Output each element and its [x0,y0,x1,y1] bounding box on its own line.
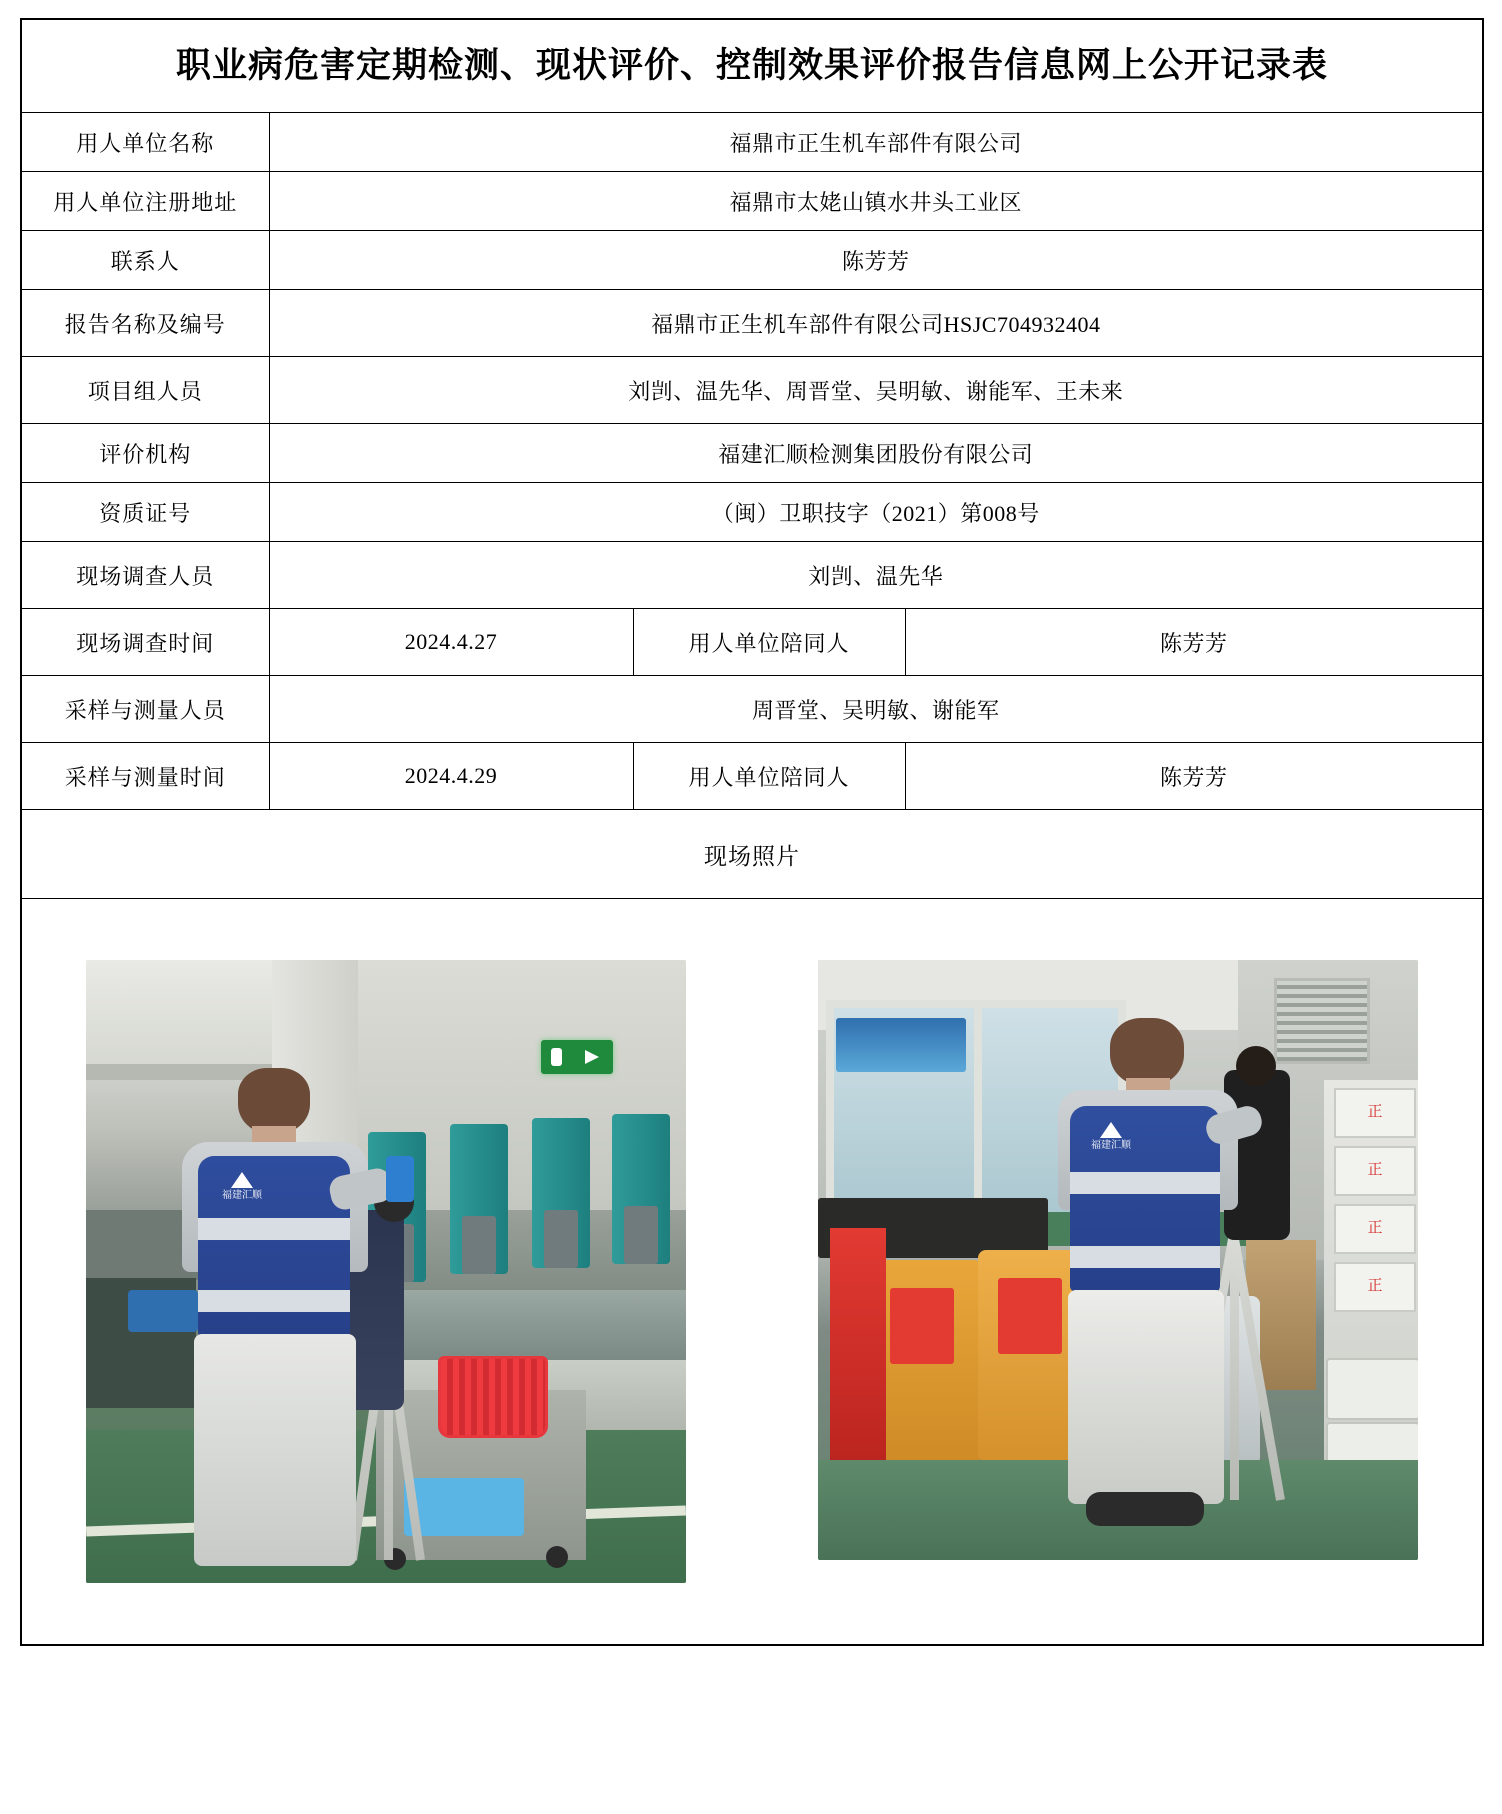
row-label-contact-person: 联系人 [21,231,269,290]
shelf-box-mark: 正 [1367,1162,1383,1178]
table-row [21,676,1483,743]
vest-logo [210,1172,274,1212]
vest-logo-text: 福建汇顺 [222,1190,262,1201]
vest-logo-text: 福建汇顺 [1091,1140,1131,1151]
row-value-sampling-time: 2024.4.29 [269,743,633,810]
row-value-qualification-number: （闽）卫职技字（2021）第008号 [269,483,1483,542]
table-row [21,231,1483,290]
row-label-project-team: 项目组人员 [21,357,269,424]
table-row [21,743,1483,810]
row-label-registered-address: 用人单位注册地址 [21,172,269,231]
row-value-sampling-staff: 周晋堂、吴明敏、谢能军 [269,676,1483,743]
photos-row [21,899,1483,1646]
workshop-drilling-inspection-photo [86,960,686,1583]
shelf-box-mark: 正 [1367,1220,1383,1236]
vest-logo [1080,1122,1142,1162]
row-label-sampling-staff: 采样与测量人员 [21,676,269,743]
title-row [21,19,1483,113]
row-value-sampling-accompany: 陈芳芳 [905,743,1483,810]
shelf-box-mark: 正 [1367,1278,1383,1294]
row-value-company-name: 福鼎市正生机车部件有限公司 [269,113,1483,172]
photos-section-title: 现场照片 [21,810,1483,899]
table-row [21,483,1483,542]
table-row [21,172,1483,231]
table-row [21,357,1483,424]
table-row [21,542,1483,609]
shelf-box-mark: 正 [1367,1104,1383,1120]
row-label-report-name-number: 报告名称及编号 [21,290,269,357]
table-row [21,424,1483,483]
photos-header-row [21,810,1483,899]
page-title: 职业病危害定期检测、现状评价、控制效果评价报告信息网上公开记录表 [21,19,1483,113]
photos-container [21,899,1483,1646]
row-label-site-survey-staff: 现场调查人员 [21,542,269,609]
row-value-registered-address: 福鼎市太姥山镇水井头工业区 [269,172,1483,231]
table-row [21,113,1483,172]
row-label-sampling-time: 采样与测量时间 [21,743,269,810]
row-value-site-survey-time: 2024.4.27 [269,609,633,676]
row-value-contact-person: 陈芳芳 [269,231,1483,290]
row-value-site-survey-staff: 刘剀、温先华 [269,542,1483,609]
row-label-evaluation-agency: 评价机构 [21,424,269,483]
row-label-qualification-number: 资质证号 [21,483,269,542]
row-label-survey-accompany: 用人单位陪同人 [633,609,905,676]
row-value-survey-accompany: 陈芳芳 [905,609,1483,676]
table-row [21,290,1483,357]
row-value-project-team: 刘剀、温先华、周晋堂、吴明敏、谢能军、王未来 [269,357,1483,424]
row-label-sampling-accompany: 用人单位陪同人 [633,743,905,810]
row-value-evaluation-agency: 福建汇顺检测集团股份有限公司 [269,424,1483,483]
row-label-company-name: 用人单位名称 [21,113,269,172]
table-row [21,609,1483,676]
row-value-report-name-number: 福鼎市正生机车部件有限公司HSJC704932404 [269,290,1483,357]
row-label-site-survey-time: 现场调查时间 [21,609,269,676]
public-disclosure-record-table [20,18,1484,1646]
emergency-exit-sign-icon [541,1040,613,1074]
warehouse-sampling-tripod-photo [818,960,1418,1560]
